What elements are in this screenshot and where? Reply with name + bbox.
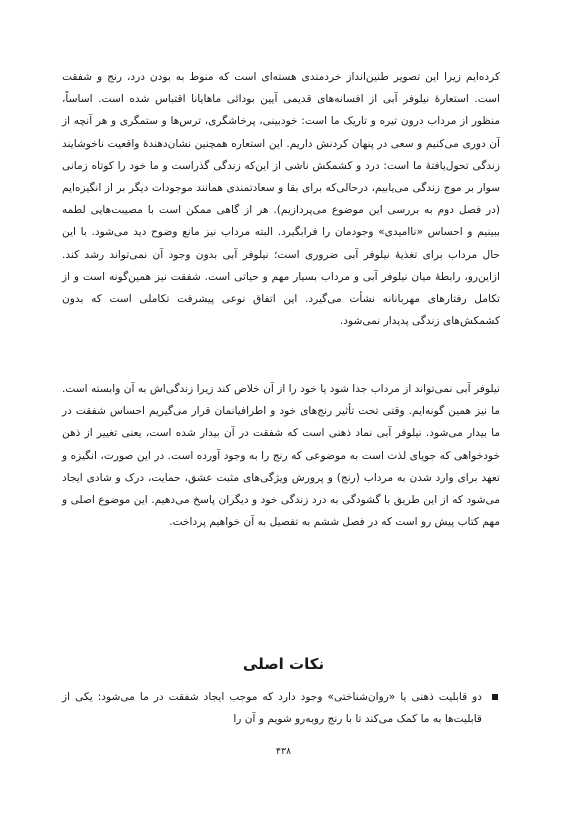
body-paragraph-1 bbox=[62, 66, 500, 332]
paragraph-text: کرده‌ایم زیرا این تصویر طنین‌انداز خردمندی هسته‌ای است که منوط به بودن درد، رنج و شفقت است. استعارهٔ نیلوفر آبی از افسانه‌های قدیمی آیین بودائی ماهایانا اقتباس شده است. اساساً، منظور از مرداب درون تیره و تاریک ما است: خودبینی، پرخاشگری، ترس‌ها و ستمگری و هر آنچه از آن دوری می‌کنیم و سعی در پنهان کردنش داریم. این استعاره همچنین نشان‌دهندهٔ واقعیت ناخوشایند زندگی تحول‌یافتهٔ ما است: درد و کشمکش ناشی از این‌که زندگی گذراست و ما خود را کوتاه زمانی سوار بر موج زندگی می‌یابیم، درحالی‌که برای بقا و سعادتمندی همانند موجودات دیگر بر از انگیزه‌ایم (در فصل دوم به بررسی این موضوع می‌پردازیم). هر از گاهی ممکن است با مصیبت‌هایی لطمه ببینیم و احساس «ناامیدی» وجودمان را فرابگیرد. البته مرداب نیز مانع وضوح دید می‌شود. با این حال مرداب برای تغذیهٔ نیلوفر آبی ضروری است؛ نیلوفر آبی بدون وجود آن نمی‌تواند رشد کند. ازاین‌رو، رابطهٔ میان نیلوفر آبی و مرداب بسیار مهم و حیاتی است. شفقت نیز همین‌گونه است و از تکامل رفتارهای مهربانانه نشأت می‌گیرد. این اتفاق نوعی پیشرفت تکاملی است که بدون کشمکش‌های زندگی پدیدار نمی‌شود. bbox=[62, 71, 500, 328]
key-points-list bbox=[62, 686, 500, 730]
square-bullet-icon bbox=[492, 694, 498, 700]
page-number: ۴۳۸ bbox=[275, 746, 292, 757]
list-item-text: دو قابلیت ذهنی یا «روان‌شناختی» وجود دارد که موجب ایجاد شفقت در ما می‌شود: یکی از قابلیت‌ها به ما کمک می‌کند تا با رنج روبه‌رو شویم و آن را bbox=[62, 691, 482, 726]
body-paragraph-2 bbox=[62, 378, 500, 533]
list-item bbox=[62, 686, 500, 730]
section-heading: نکات اصلی bbox=[242, 655, 325, 673]
paragraph-text: نیلوفر آبی نمی‌تواند از مرداب جدا شود یا خود را از آن خلاص کند زیرا زندگی‌اش به آن وابسته است. ما نیز همین گونه‌ایم. وقتی تحت تأثیر رنج‌های خود و اطرافیانمان قرار می‌گیریم احساس شفقت در ما بیدار می‌شود. نیلوفر آبی نماد ذهنی است که شفقت در آن بیدار شده است، یعنی تغییر از ذهن خودخواهی که جویای لذت است به موضوعی که رنج را به وجود آورده است. در این صورت، انگیزه و تعهد برای وارد شدن به مرداب (رنج) و پرورش ویژگی‌های مثبت عشق، حمایت، درک و شادی ایجاد می‌شود که از این طریق با گشودگی به درد زندگی خود و دیگران پاسخ می‌دهیم. این موضوع اصلی و مهم کتاب پیش رو است که در فصل ششم به تفصیل به آن خواهیم پرداخت. bbox=[62, 383, 500, 529]
